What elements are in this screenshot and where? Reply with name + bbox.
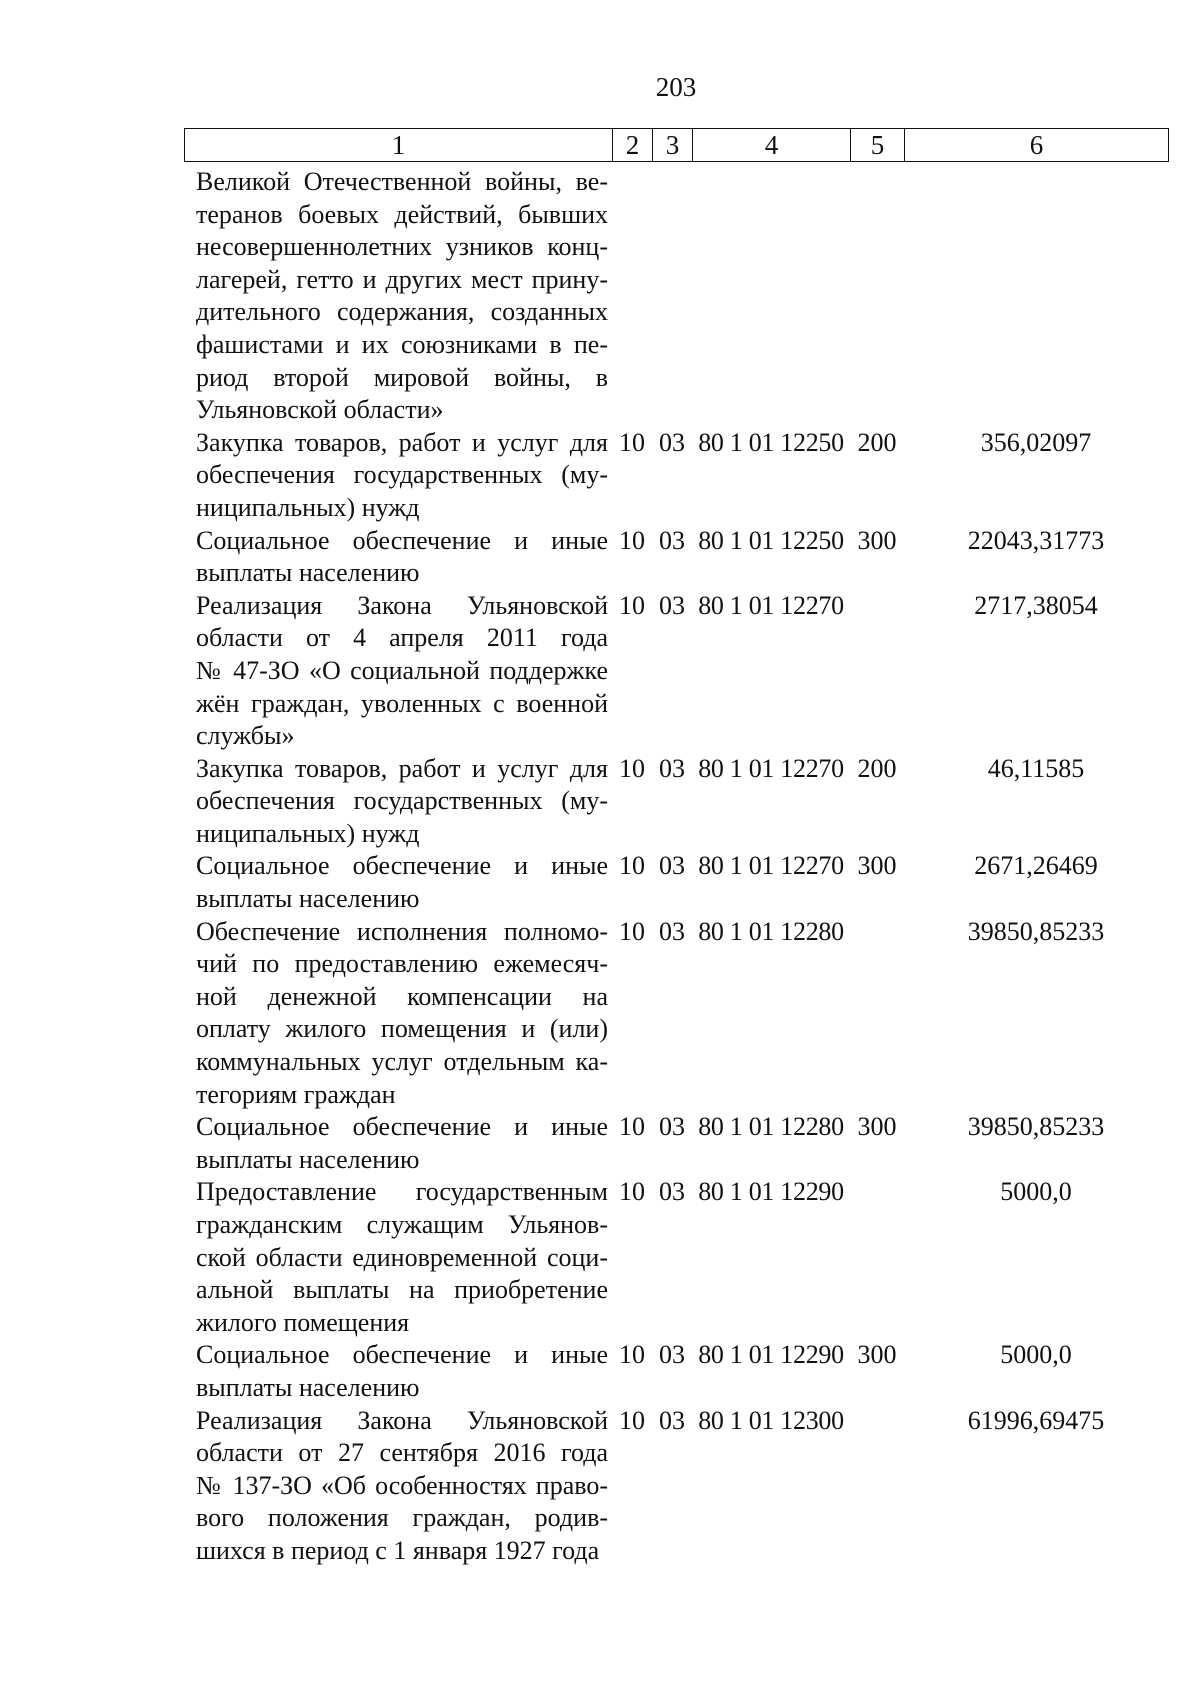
description-line: чий по предоставлению ежемесяч-	[196, 949, 608, 979]
table-row	[184, 1339, 1168, 1404]
amount: 2717,38054	[974, 590, 1098, 620]
target-article-code	[692, 166, 850, 427]
expense-type-code	[850, 590, 904, 753]
table-row	[184, 525, 1168, 590]
row-description	[184, 427, 612, 525]
target-article-code: 80 1 01 12280	[698, 1112, 844, 1142]
header-col-4: 4	[693, 129, 851, 162]
target-article-code: 80 1 01 12250	[698, 525, 844, 555]
table-body	[184, 166, 1168, 1568]
table-row	[184, 1176, 1168, 1339]
description-line: ниципальных) нужд	[196, 492, 420, 522]
description-line: Закупка товаров, работ и услуг для	[196, 427, 608, 457]
row-description	[184, 166, 612, 427]
description-line: фашистами и их союзниками в пе-	[196, 329, 608, 359]
row-description	[184, 1111, 612, 1176]
header-col-3: 3	[653, 129, 693, 162]
description-line: ной денежной компенсации на	[196, 981, 608, 1011]
description-line: выплаты населению	[196, 558, 420, 588]
row-description	[184, 850, 612, 915]
row-description	[184, 590, 612, 753]
description-line: коммунальных услуг отдельным ка-	[196, 1047, 608, 1077]
description-line: службы»	[196, 721, 295, 751]
expense-type-code: 300	[857, 1112, 897, 1142]
description-line: оплату жилого помещения и (или)	[196, 1014, 608, 1044]
table-header	[184, 128, 1169, 162]
description-line: выплаты населению	[196, 1144, 420, 1174]
table-row	[184, 753, 1168, 851]
amount: 39850,85233	[967, 1112, 1105, 1142]
description-line: ниципальных) нужд	[196, 818, 420, 848]
description-line: гражданским служащим Ульянов-	[196, 1210, 608, 1239]
expense-type-code: 200	[857, 753, 897, 783]
table-row	[184, 916, 1168, 1112]
header-row	[185, 129, 1169, 162]
amount: 2671,26469	[974, 851, 1098, 881]
target-article-code: 80 1 01 12290	[698, 1340, 844, 1370]
table-row	[184, 590, 1168, 753]
header-col-6: 6	[905, 129, 1169, 162]
table-row	[184, 1111, 1168, 1176]
amount: 5000,0	[1000, 1177, 1072, 1207]
expense-type-code: 300	[857, 851, 897, 881]
header-col-1: 1	[185, 129, 613, 162]
amount: 22043,31773	[967, 525, 1105, 555]
amount: 5000,0	[1000, 1340, 1072, 1370]
section-code: 10	[619, 1405, 645, 1435]
description-line: обеспечения государственных (му-	[196, 786, 608, 816]
section-code: 10	[619, 427, 645, 457]
description-line: лагерей, гетто и других мест прину-	[196, 264, 608, 294]
amount: 46,11585	[987, 753, 1085, 783]
description-line: несовершеннолетних узников конц-	[196, 232, 608, 262]
section-code	[612, 166, 652, 427]
description-line: риод второй мировой войны, в	[196, 362, 608, 392]
description-line: тегориям граждан	[196, 1079, 396, 1109]
amount: 39850,85233	[967, 916, 1105, 946]
subsection-code: 03	[659, 753, 685, 783]
description-line: № 137-ЗО «Об особенностях право-	[196, 1470, 608, 1500]
expense-type-code: 300	[857, 1340, 897, 1370]
target-article-code: 80 1 01 12270	[698, 851, 844, 881]
subsection-code: 03	[659, 851, 685, 881]
description-line: дительного содержания, созданных	[196, 297, 608, 327]
target-article-code: 80 1 01 12300	[698, 1405, 844, 1435]
description-line: выплаты населению	[196, 1372, 420, 1402]
amount: 61996,69475	[967, 1405, 1105, 1435]
description-line: выплаты населению	[196, 884, 420, 914]
description-line: Обеспечение исполнения полномо-	[196, 916, 608, 946]
row-description	[184, 525, 612, 590]
target-article-code: 80 1 01 12280	[698, 916, 844, 946]
description-line: шихся в период с 1 января 1927 года	[196, 1535, 600, 1565]
description-line: Реализация Закона Ульяновской	[196, 1405, 608, 1435]
header-col-2: 2	[613, 129, 653, 162]
description-line: Социальное обеспечение и иные	[196, 1340, 608, 1370]
section-code: 10	[619, 916, 645, 946]
row-description	[184, 1176, 612, 1339]
target-article-code: 80 1 01 12270	[698, 590, 844, 620]
table-row	[184, 850, 1168, 915]
subsection-code: 03	[659, 1340, 685, 1370]
description-line: области от 4 апреля 2011 года	[196, 623, 608, 653]
amount	[904, 166, 1168, 427]
description-line: Социальное обеспечение и иные	[196, 525, 608, 555]
expense-type-code: 200	[857, 427, 897, 457]
description-line: альной выплаты на приобретение	[196, 1275, 608, 1305]
target-article-code: 80 1 01 12250	[698, 427, 844, 457]
table-row	[184, 427, 1168, 525]
section-code: 10	[619, 851, 645, 881]
section-code: 10	[619, 1177, 645, 1207]
header-col-5: 5	[851, 129, 905, 162]
table-row	[184, 1405, 1168, 1568]
description-line: ской области единовременной соци-	[196, 1242, 608, 1272]
section-code: 10	[619, 525, 645, 555]
expense-type-code: 300	[857, 525, 897, 555]
row-description	[184, 916, 612, 1112]
subsection-code: 03	[659, 427, 685, 457]
row-description	[184, 753, 612, 851]
row-description	[184, 1405, 612, 1568]
section-code: 10	[619, 1112, 645, 1142]
subsection-code: 03	[659, 1112, 685, 1142]
subsection-code: 03	[659, 1405, 685, 1435]
description-line: жилого помещения	[196, 1307, 410, 1337]
description-line: Социальное обеспечение и иные	[196, 851, 608, 881]
section-code: 10	[619, 753, 645, 783]
page-number: 203	[655, 72, 697, 102]
expense-type-code	[850, 1405, 904, 1568]
description-line: жён граждан, уволенных с военной	[196, 688, 608, 718]
row-description	[184, 1339, 612, 1404]
expense-type-code	[850, 166, 904, 427]
target-article-code: 80 1 01 12290	[698, 1177, 844, 1207]
description-line: Реализация Закона Ульяновской	[196, 590, 608, 620]
subsection-code: 03	[659, 590, 685, 620]
amount: 356,02097	[980, 427, 1092, 457]
section-code: 10	[619, 1340, 645, 1370]
description-line: Социальное обеспечение и иные	[196, 1112, 608, 1142]
table-row	[184, 166, 1168, 427]
expense-type-code	[850, 916, 904, 1112]
section-code: 10	[619, 590, 645, 620]
description-line: вого положения граждан, родив-	[196, 1503, 608, 1533]
expense-type-code	[850, 1176, 904, 1339]
description-line: № 47-ЗО «О социальной поддержке	[196, 655, 608, 685]
subsection-code: 03	[659, 1177, 685, 1207]
description-line: Великой Отечественной войны, ве-	[196, 167, 608, 196]
description-line: Предоставление государственным	[196, 1177, 608, 1207]
target-article-code: 80 1 01 12270	[698, 753, 844, 783]
description-line: области от 27 сентября 2016 года	[196, 1438, 608, 1468]
budget-table	[184, 166, 1168, 1568]
description-line: Ульяновской области»	[196, 395, 444, 425]
subsection-code: 03	[659, 525, 685, 555]
subsection-code: 03	[659, 916, 685, 946]
description-line: теранов боевых действий, бывших	[196, 199, 608, 229]
subsection-code	[652, 166, 692, 427]
description-line: обеспечения государственных (му-	[196, 460, 608, 490]
description-line: Закупка товаров, работ и услуг для	[196, 753, 608, 783]
